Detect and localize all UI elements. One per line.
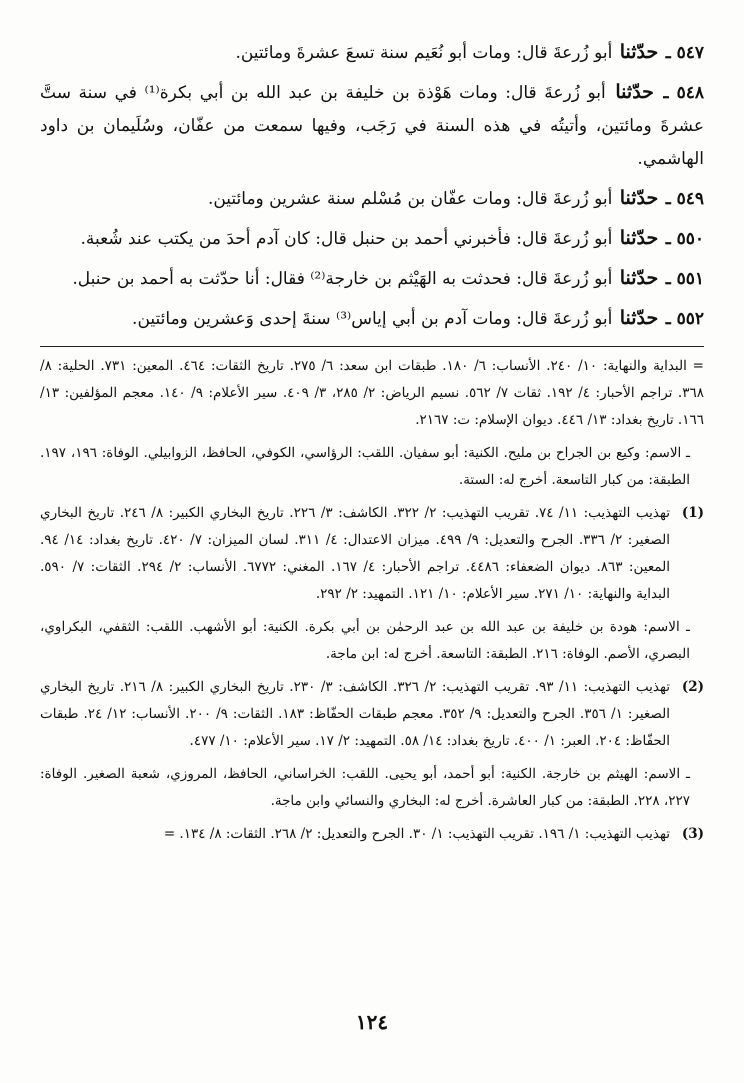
entry (40, 76, 704, 176)
footnote-marker: (3) (681, 826, 704, 842)
entry (40, 36, 704, 70)
footnote-divider (40, 346, 704, 347)
footnotes (40, 353, 704, 848)
entry-number: ٥٥٢ ـ (665, 309, 704, 329)
entry-text: أبو زُرعةَ قال: ومات آدم بن أبي إياس⁽³⁾ سنةَ إحدى وَعشرين ومائتين. (132, 309, 613, 329)
main-text (40, 36, 704, 336)
footnote-text: تهذيب التهذيب: ١١/ ٧٤. تقريب التهذيب: ٢/ ٣٢٢. الكاشف: ٣/ ٢٢٦. تاريخ البخاري الكبير: ٨/ ٢٤٦. تاريخ البخاري الصغير: ٢/ ٣٣٦. الجرح والتعديل: ٩/ ٤٩٩. ميزان الاعتدال: ٤/ ٣١١. لسان الميزان: ٧/ ٤٢٠. تاريخ بغداد: ١٤/ ٩٤. المعين: ٨٦٣. ديوان الضعفاء: ٤٤٨٦. تراجم الأحبار: ٤/ ١٦٧. المغني: ٦٧٧٢. الأنساب: ٢/ ٢٩٤. الثقات: ٧/ ٥٩٠. البداية والنهاية: ١٠/ ٢٧١. سير الأعلام: ١٠/ ١٢١. التمهيد: ٢/ ٢٩٢. (40, 505, 671, 602)
entry-heading: حدّثنا (619, 187, 659, 209)
entry (40, 262, 704, 296)
entry-heading: حدّثنا (619, 41, 659, 63)
footnote-text: تهذيب التهذيب: ١/ ١٩٦. تقريب التهذيب: ١/ ٣٠. الجرح والتعديل: ٢/ ٢٦٨. الثقات: ٨/ ١٣٤. = (163, 826, 670, 842)
footnote-marker: (1) (681, 505, 704, 521)
footnote (40, 674, 704, 755)
entry-text: أبو زُرعةَ قال: ومات هَوْذة بن خليفة بن عبد الله بن أبي بكرة⁽¹⁾ في سنة ستَّ عشرةَ ومائتين، وأتيتُه في هذه السنة في رَجَب، وفيها سمعت من عفّان، وسُلَيمان بن داود الهاشمي. (40, 83, 704, 169)
footnote (40, 500, 704, 608)
entry-heading: حدّثنا (619, 227, 659, 249)
footnote-marker: (2) (681, 679, 704, 695)
entry-number: ٥٤٨ ـ (663, 83, 705, 103)
entry-heading: حدّثنا (619, 307, 659, 329)
footnote-bio: ـ الاسم: وكيع بن الجراح بن مليح. الكنية: أبو سفيان. اللقب: الرؤاسي، الكوفي، الحافظ، الزوابيلي. الوفاة: ١٩٦، ١٩٧. الطبقة: من كبار التاسعة. أخرج له: الستة. (40, 445, 690, 488)
entry (40, 222, 704, 256)
footnote-bio: ـ الاسم: الهيثم بن خارجة. الكنية: أبو أحمد، أبو يحيى. اللقب: الخراساني، الحافظ، المروزي، شعبة الصغير. الوفاة: ٢٢٧، ٢٢٨. الطبقة: من كبار العاشرة. أخرج له: البخاري والنسائي وابن ماجة. (40, 766, 690, 809)
page-number: ١٢٤ (355, 1010, 389, 1034)
entry-heading: حدّثنا (619, 267, 659, 289)
book-page (40, 36, 704, 854)
entry (40, 302, 704, 336)
entry-text: أبو زُرعةَ قال: فأخبرني أحمد بن حنبل قال: كان آدم أحدَ من يكتب عند شُعبة. (80, 229, 613, 249)
entry (40, 182, 704, 216)
footnote-text: تهذيب التهذيب: ١١/ ٩٣. تقريب التهذيب: ٢/ ٣٢٦. الكاشف: ٣/ ٢٣٠. تاريخ البخاري الكبير: ٨/ ٢١٦. تاريخ البخاري الصغير: ١/ ٣٥٦. الجرح والتعديل: ٩/ ٣٥٢. معجم طبقات الحفّاظ: ١٨٣. الثقات: ٩/ ٢٠٠. الأنساب: ١٢/ ٢٤. طبقات الحفّاظ: ٢٠٤. العبر: ١/ ٤٠٠. تاريخ بغداد: ١٤/ ٥٨. التمهيد: ٢/ ١٧. سير الأعلام: ١٠/ ٤٧٧. (40, 679, 671, 749)
entry-text: أبو زُرعةَ قال: ومات عفّان بن مُسْلم سنة عشرين ومائتين. (207, 189, 613, 209)
footnote-continuation: = البداية والنهاية: ١٠/ ٢٤٠. الأنساب: ٦/ ١٨٠. طبقات ابن سعد: ٦/ ٢٧٥. تاريخ الثقات: ٤٦٤. المعين: ٧٣١. الحلية: ٨/ ٣٦٨. تراجم الأحبار: ٤/ ١٩٢. ثقات ٧/ ٥٦٢. نسيم الرياض: ٢/ ٢٨٥، ٣/ ٤٠٩. سير الأعلام: ٩/ ١٤٠. معجم المؤلفين: ١٣/ ١٦٦. تاريخ بغداد: ١٣/ ٤٤٦. ديوان الإسلام: ت: ٢١٦٧. (40, 358, 704, 428)
footnote (40, 821, 704, 848)
entry-number: ٥٥٠ ـ (665, 229, 704, 249)
entry-text: أبو زُرعةَ قال: فحدثت به الهَيْثم بن خارجة⁽²⁾ فقال: أنا حدّثت به أحمد بن حنبل. (72, 269, 613, 289)
footnote-bio: ـ الاسم: هودة بن خليفة بن عبد الله بن عبد الرحمٰن بن أبي بكرة. الكنية: أبو الأشهب. اللقب: الثقفي، البكراوي، البصري، الأصم. الوفاة: ٢١٦. الطبقة: التاسعة. أخرج له: ابن ماجة. (40, 619, 690, 662)
entry-number: ٥٥١ ـ (665, 269, 704, 289)
entry-heading: حدّثنا (615, 81, 654, 103)
entry-number: ٥٤٧ ـ (665, 43, 704, 63)
entry-text: أبو زُرعةَ قال: ومات أبو نُعَيم سنة تسعَ عشرةَ ومائتين. (235, 43, 613, 63)
entry-number: ٥٤٩ ـ (665, 189, 704, 209)
